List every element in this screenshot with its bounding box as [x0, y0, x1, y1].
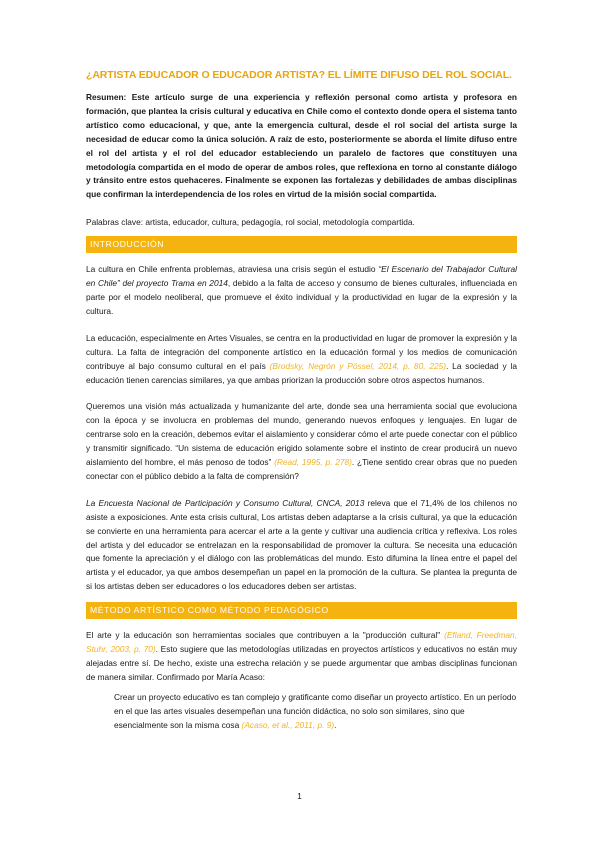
intro-paragraph-1: La cultura en Chile enfrenta problemas, atraviesa una crisis según el estudio “El Escenario del Trabajador Cultural en Chile” del proyecto Trama en 2014, debido a la falta de acceso y consumo de bienes culturales, influenciada en parte por el modelo neoliberal, que promueve el éxito individual y la productividad en lugar de la expresión y la cultura.	[86, 264, 517, 316]
section-heading-introduccion: INTRODUCCIÓN	[86, 236, 517, 253]
keywords: Palabras clave: artista, educador, cultura, pedagogía, rol social, metodología compartida.	[86, 217, 415, 228]
page-number: 1	[297, 791, 302, 801]
citation: (Acaso, et al., 2011, p. 9)	[241, 719, 335, 730]
section-heading-metodo: MÉTODO ARTÍSTICO COMO MÉTODO PEDAGÓGICO	[86, 602, 517, 619]
intro-paragraph-2: La educación, especialmente en Artes Visuales, se centra en la productividad en lugar de promover la expresión y la cultura. La falta de integración del componente artístico en la educación formal y los medios de comunicación contribuye al bajo consumo cultural en el país (Brodsky, Negrón y Pössel, 2014, p. 80, 225). La sociedad y la educación tienen carencias similares, ya que ambas priorizan la producción sobre otros aspectos humanos.	[86, 332, 517, 385]
intro-paragraph-3: Queremos una visión más actualizada y humanizante del arte, donde sea una herramienta social que evoluciona con la época y se involucra en problemas del mundo, generando nuevos enfoques y lenguajes. En lugar de centrarse solo en la creación, debemos evitar el aislamiento y considerar cómo el arte puede conectar con el público y transmitir significado. “Un sistema de educación erigido solamente sobre el instinto de crear producirá un nuevo aislamiento del hombre, el más penoso de todos” (Read, 1995, p. 278). ¿Tiene sentido crear obras que no pueden conectar con el público debido a la falta de comprensión?	[86, 401, 517, 481]
intro-paragraph-4: La Encuesta Nacional de Participación y Consumo Cultural, CNCA, 2013 releva que el 71,4% de los chilenos no asiste a exposiciones. Ante esta crisis cultural, Los artistas deben adaptarse a la crisis cultural, ya que la educación se convierte en una herramienta para acercar el arte a la gente y cultivar una audiencia crítica y reflexiva. Los roles del artista y del educador se entrelazan en la responsabilidad de promover la cultura. Se necesita una educación que fomente la apreciación y el diálogo con las problemáticas del mundo. Esto difumina la línea entre el papel del artista y el educador, ya que ambos desempeñan un papel en la promoción de la cultura. Se plantea la pregunta de si los artistas deben ser educadores o los educadores deben ser artistas.	[86, 497, 518, 592]
method-paragraph-1: El arte y la educación son herramientas sociales que contribuyen a la "producción cultural" (Efland, Freedman, Stuhr, 2003, p. 70). Esto sugiere que las metodologías utilizadas en proyectos artísticos y educativos no están muy alejadas entre sí. De hecho, existe una estrecha relación y se puede argumentar que ambas disciplinas funcionan de manera similar. Confirmado por María Acaso:	[86, 630, 517, 682]
citation: (Read, 1995, p. 278)	[274, 457, 352, 468]
survey-title: La Encuesta Nacional de Participación y Consumo Cultural, CNCA, 2013	[86, 497, 365, 508]
paper-title: ¿ARTISTA EDUCADOR O EDUCADOR ARTISTA? EL LÍMITE DIFUSO DEL ROL SOCIAL.	[86, 69, 512, 81]
study-title: “El Escenario del Trabajador Cultural en Chile” del proyecto Trama en 2014	[86, 264, 517, 289]
citation: (Brodsky, Negrón y Pössel, 2014, p. 80, 225)	[269, 360, 447, 371]
citation: (Efland, Freedman, Stuhr, 2003, p. 70)	[86, 630, 517, 655]
abstract: Resumen: Este artículo surge de una experiencia y reflexión personal como artista y profesora en formación, que plantea la crisis cultural y educativa en Chile como el contexto donde opera el sistema tanto artístico como educacional, y que, ante la emergencia cultural, desde el rol social del artista surge la necesidad de educar como la única solución. A raíz de esto, posteriormente se aborda el límite difuso entre el rol del artista y el rol del educador estableciendo un paralelo de factores que constituyen una metodología compartida en el modo de operar de ambos roles, que reflexiona en torno al constante diálogo y tránsito entre estos quehaceres. Finalmente se exponen las fortalezas y debilidades de ambas disciplinas que confirman la interdependencia de los roles en virtud de la misión social compartida.	[86, 92, 517, 200]
paper-page	[86, 68, 517, 733]
block-quote: Crear un proyecto educativo es tan complejo y gratificante como diseñar un proyecto artístico. En un período en el que las artes visuales desempeñan una función didáctica, no solo son similares, sino que esencialmente son la misma cosa (Acaso, et al., 2011, p. 9).	[114, 691, 517, 730]
